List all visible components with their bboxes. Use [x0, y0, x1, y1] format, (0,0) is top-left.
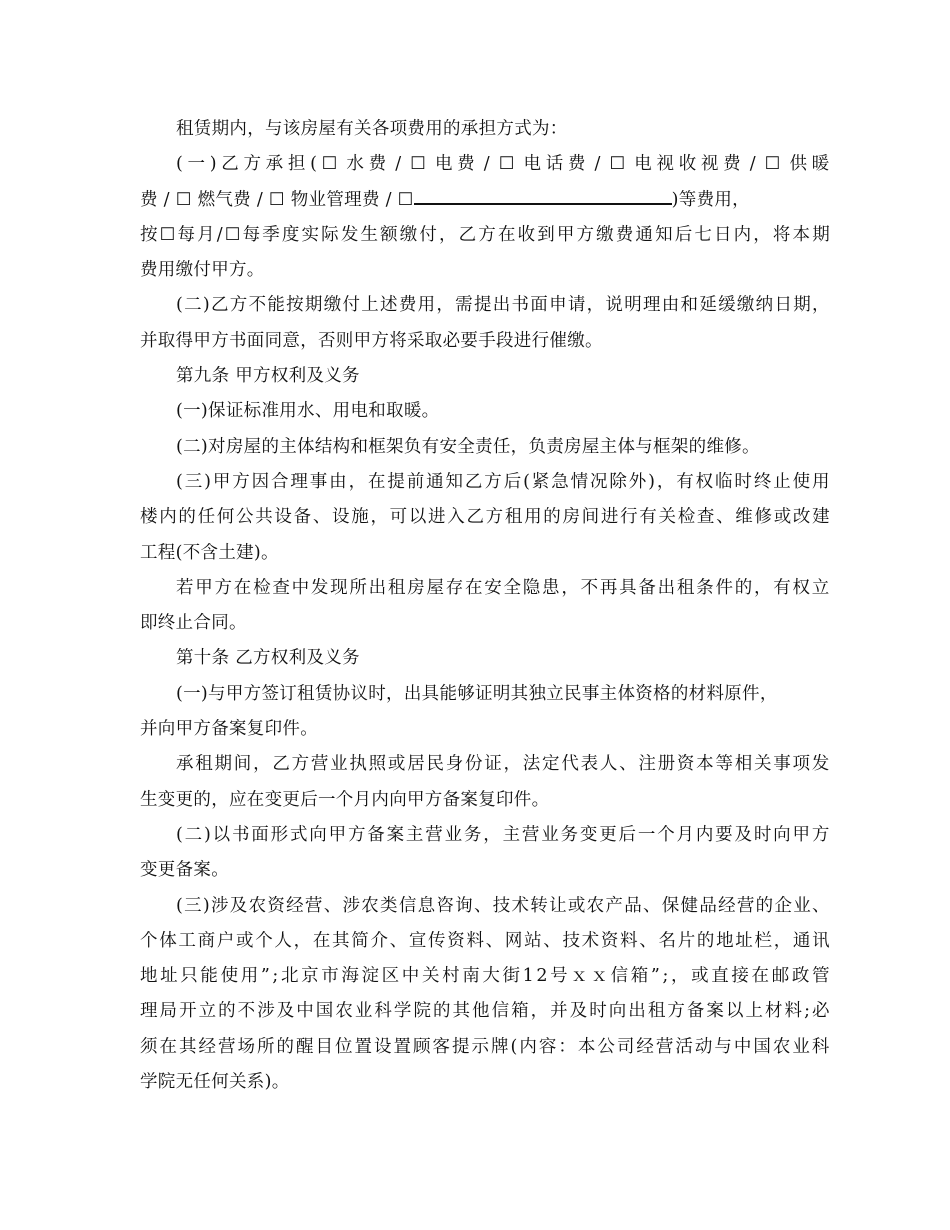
- text-line: 须 在 其 经 营 场 所 的 醒 目 位 置 设 置 顾 客 提 示 牌 ( 内 容 ： 本 公 司 经 营 活 动 与 中 国 农 业 科: [140, 1036, 830, 1057]
- text-line: 学院无任何关系)。: [140, 1072, 290, 1093]
- text-line: 工程(不含土建)。: [140, 542, 279, 563]
- text-line: 理 局 开 立 的 不 涉 及 中 国 农 业 科 学 院 的 其 他 信 箱 ， 并 及 时 向 出 租 方 备 案 以 上 材 料 ; 必: [140, 1001, 830, 1022]
- text-line: 变更备案。: [140, 860, 229, 881]
- text-line: 即终止合同。: [140, 613, 247, 634]
- text-line: 个 体 工 商 户 或 个 人 ， 在 其 简 介 、 宣 传 资 料 、 网 站 、 技 术 资 料 、 名 片 的 地 址 栏 ， 通 讯: [140, 930, 830, 951]
- text-line-segment: )等费用，: [671, 189, 750, 210]
- text-line: 承 租 期 间 ， 乙 方 营 业 执 照 或 居 民 身 份 证 ， 法 定 代 表 人 、 注 册 资 本 等 相 关 事 项 发: [176, 754, 830, 775]
- text-line: 若 甲 方 在 检 查 中 发 现 所 出 租 房 屋 存 在 安 全 隐 患 ， 不 再 具 备 出 租 条 件 的 ， 有 权 立: [176, 577, 830, 598]
- text-line: ( 一 ) 乙 方 承 担 ( ☐ 水 费 / ☐ 电 费 / ☐ 电 话 费 / ☐ 电 视 收 视 费 / ☐ 供 暖: [176, 154, 830, 175]
- text-line-segment: 费 / ☐ 燃气费 / ☐ 物业管理费 / ☐: [140, 189, 414, 210]
- text-line: (一)与甲方签订租赁协议时，出具能够证明其独立民事主体资格的材料原件，: [176, 683, 778, 704]
- text-line: 并向甲方备案复印件。: [140, 719, 318, 740]
- text-line: [140, 183, 830, 218]
- text-line: 并取得甲方书面同意，否则甲方将采取必要手段进行催缴。: [140, 330, 603, 351]
- text-line: 按 ☐ 每 月 / ☐ 每 季 度 实 际 发 生 额 缴 付 ， 乙 方 在 收 到 甲 方 缴 费 通 知 后 七 日 内 ， 将 本 期: [140, 224, 830, 245]
- text-line: 费用缴付甲方。: [140, 260, 265, 281]
- fill-in-blank: [414, 189, 672, 205]
- text-line: ( 二 ) 乙 方 不 能 按 期 缴 付 上 述 费 用 ， 需 提 出 书 面 申 请 ， 说 明 理 由 和 延 缓 缴 纳 日 期 ，: [176, 295, 830, 316]
- text-line: 第十条 乙方权利及义务: [176, 648, 360, 669]
- text-line: ( 三 ) 甲 方 因 合 理 事 由 ， 在 提 前 通 知 乙 方 后 ( 紧 急 情 况 除 外 ) ， 有 权 临 时 终 止 使 用: [176, 471, 830, 492]
- text-line: 地 址 只 能 使 用 ” ; 北 京 市 海 淀 区 中 关 村 南 大 街 1 2 号 ｘ ｘ 信 箱 ” ; ， 或 直 接 在 邮 政 管: [140, 966, 830, 987]
- text-line: 租赁期内，与该房屋有关各项费用的承担方式为：: [176, 119, 568, 139]
- text-line: ( 三 ) 涉 及 农 资 经 营 、 涉 农 类 信 息 咨 询 、 技 术 转 让 或 农 产 品 、 保 健 品 经 营 的 企 业 、: [176, 895, 830, 916]
- document-body: [140, 112, 830, 1100]
- text-line: (二)对房屋的主体结构和框架负有安全责任，负责房屋主体与框架的维修。: [176, 436, 760, 457]
- text-line: 第九条 甲方权利及义务: [176, 366, 360, 387]
- text-line: 生变更的，应在变更后一个月内向甲方备案复印件。: [140, 789, 550, 810]
- text-line: ( 二 ) 以 书 面 形 式 向 甲 方 备 案 主 营 业 务 ， 主 营 业 务 变 更 后 一 个 月 内 要 及 时 向 甲 方: [176, 824, 830, 845]
- text-line: (一)保证标准用水、用电和取暖。: [176, 401, 440, 422]
- text-line: 楼 内 的 任 何 公 共 设 备 、 设 施 ， 可 以 进 入 乙 方 租 用 的 房 间 进 行 有 关 检 查 、 维 修 或 改 建: [140, 507, 830, 528]
